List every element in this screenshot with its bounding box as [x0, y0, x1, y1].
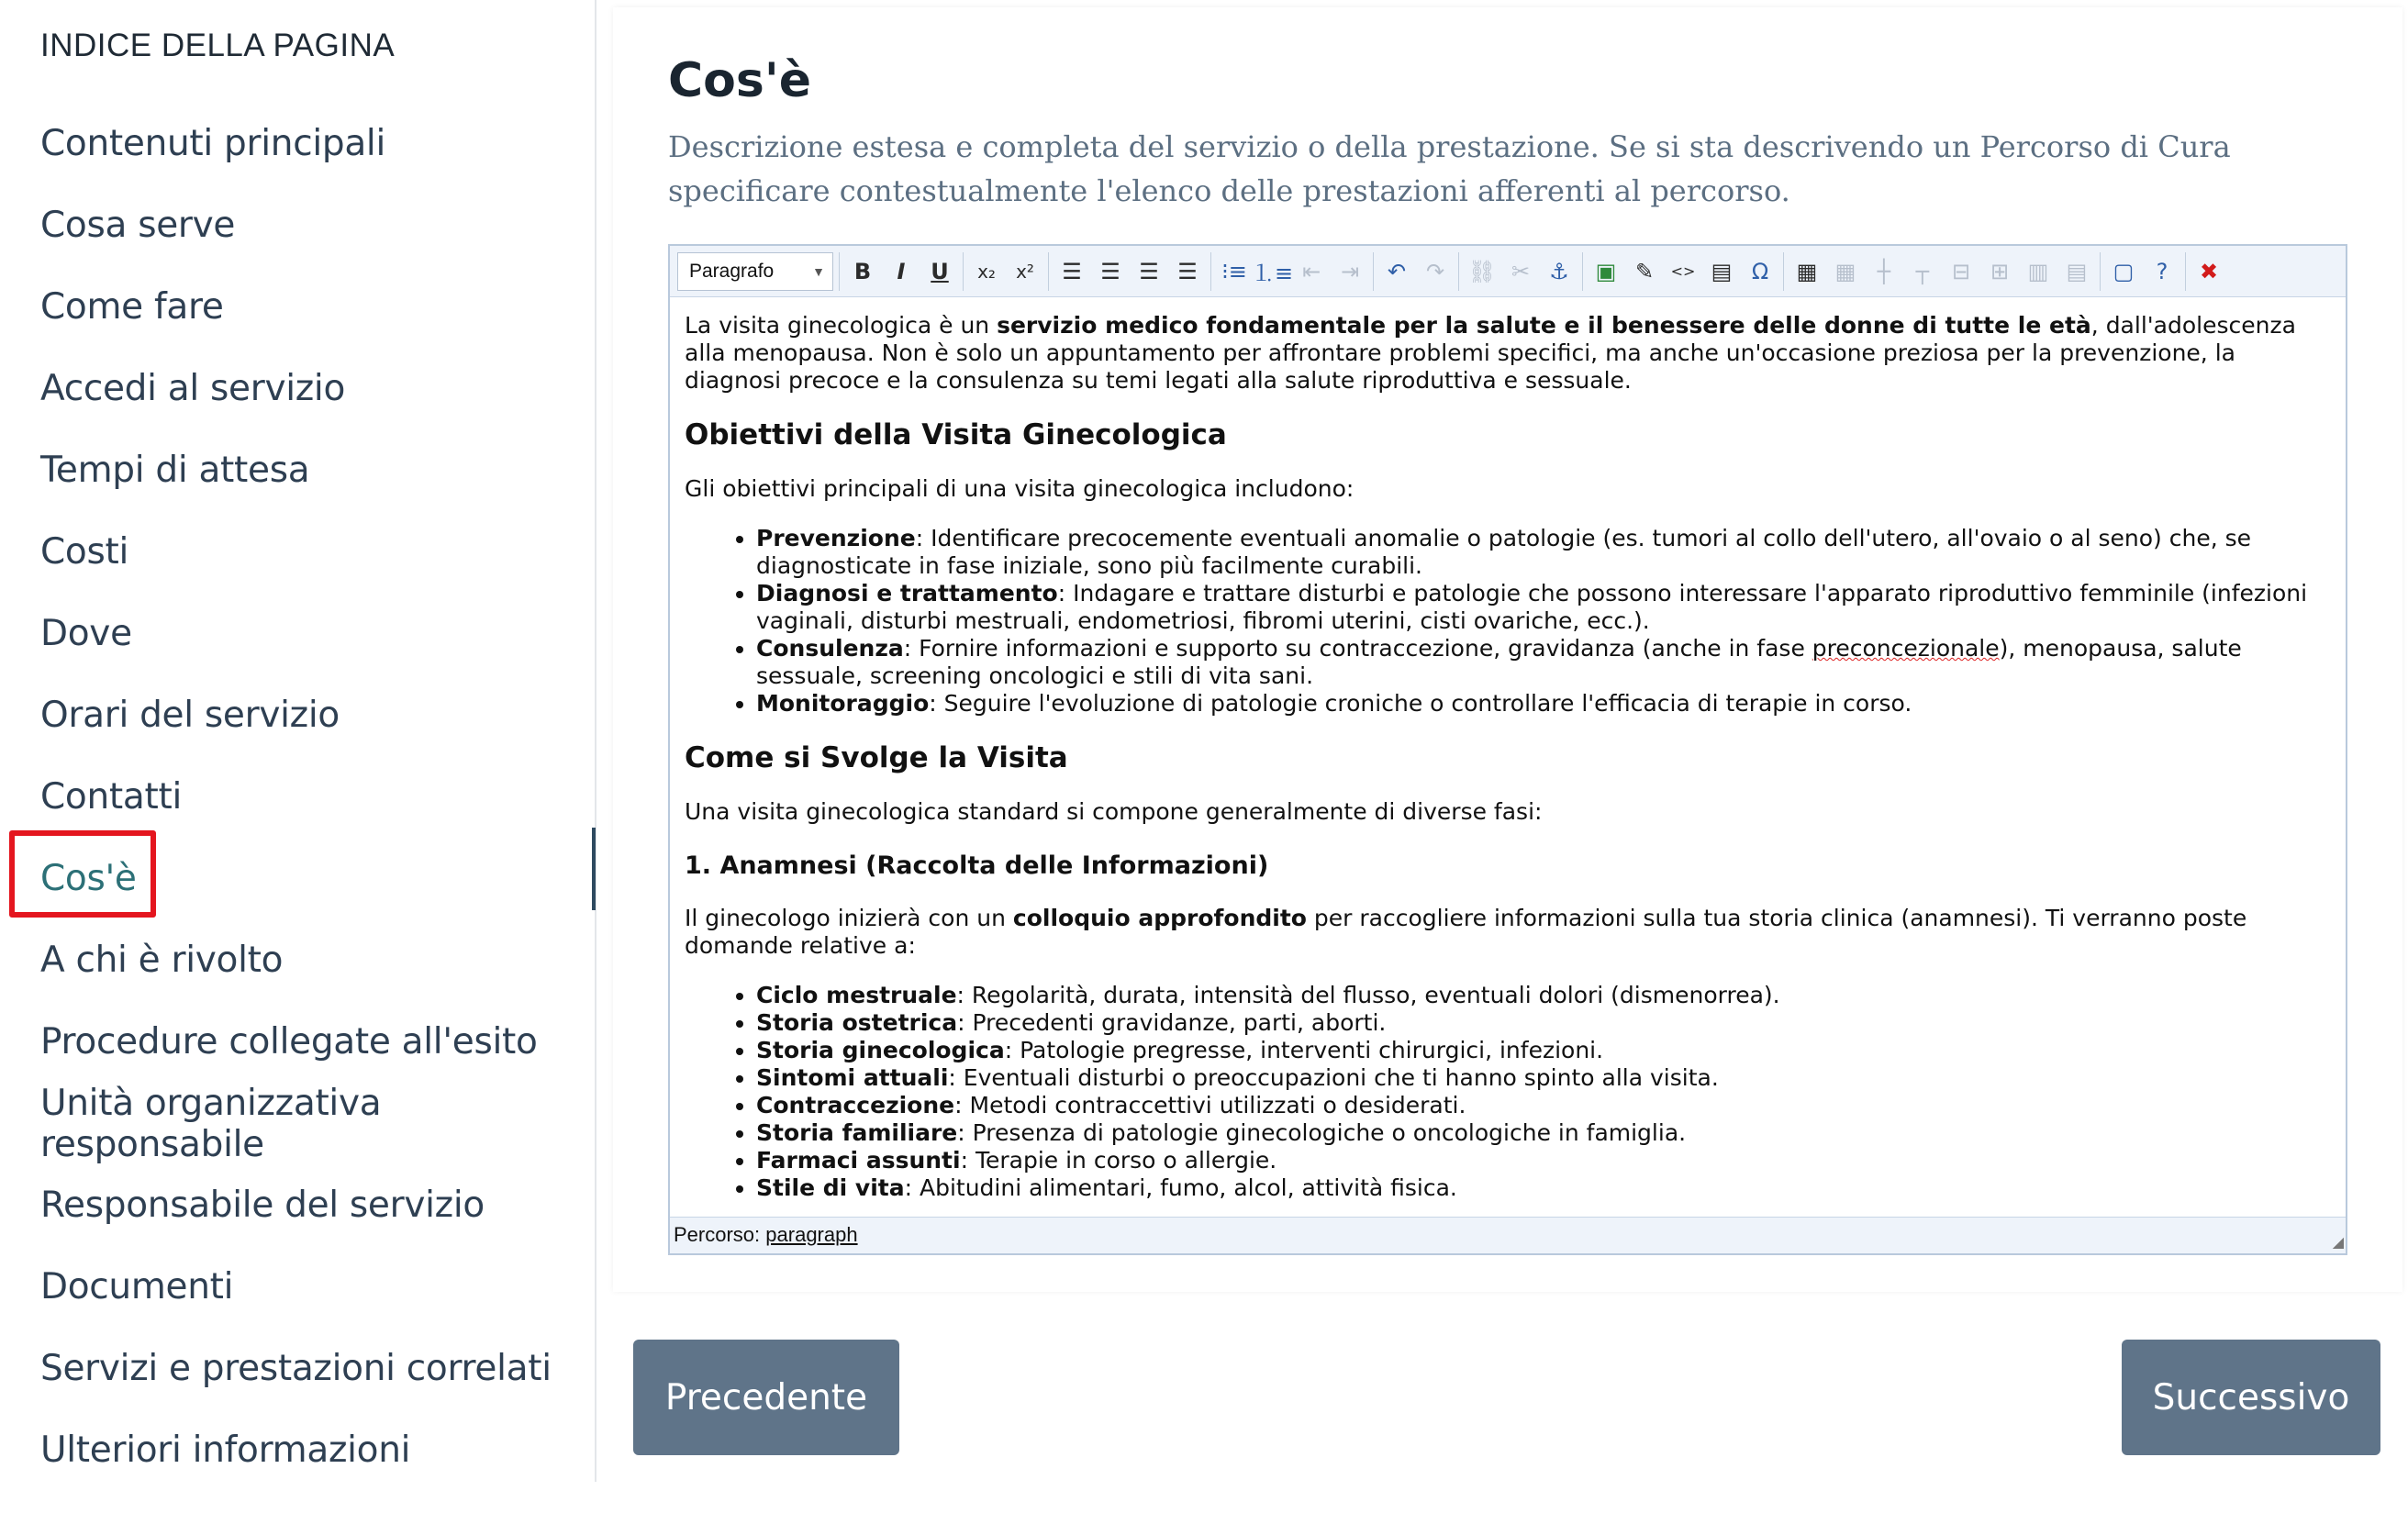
intro-text-end: , dall'adolescenza alla menopausa. Non è solo un appuntamento per affrontare problemi specifici, ma anche un'occasione preziosa per la prevenzione, la diagnosi precoce e la consulenza su temi legati alla salute riproduttiva e sessuale.	[685, 312, 2296, 394]
cell-props-icon[interactable]: ┼	[1877, 258, 1891, 284]
list-item	[756, 1009, 2336, 1037]
intro-text: La visita ginecologica è un	[685, 312, 998, 339]
heading-svolge: Come si Svolge la Visita	[685, 741, 1068, 774]
sidebar-nav	[40, 103, 595, 1491]
list-item-term: Monitoraggio	[756, 690, 930, 717]
sidebar-item-servizi-correlati[interactable]: Servizi e prestazioni correlati	[40, 1348, 552, 1389]
heading-anamnesi: 1. Anamnesi (Raccolta delle Informazioni)	[685, 851, 1269, 880]
anamnesi-text: Il ginecologo inizierà con un	[685, 905, 1013, 931]
list-item-term: Storia ostetrica	[756, 1009, 958, 1036]
list-item-text: : Fornire informazioni e supporto su contraccezione, gravidanza (anche in fase	[903, 635, 1812, 662]
table-group	[1783, 252, 2100, 291]
sidebar-item-documenti[interactable]: Documenti	[40, 1266, 234, 1307]
list-item	[756, 1147, 2336, 1174]
obiettivi-list	[685, 525, 2336, 718]
sidebar-item-costi[interactable]: Costi	[40, 531, 129, 573]
list-item	[756, 982, 2336, 1009]
resize-handle-icon[interactable]: ◢	[2332, 1235, 2344, 1251]
heading-obiettivi: Obiettivi della Visita Ginecologica	[685, 418, 1227, 451]
list-item-term: Storia ginecologica	[756, 1037, 1005, 1063]
format-select-value: Paragrafo	[689, 260, 775, 282]
format-select[interactable]	[677, 252, 833, 291]
sidebar-item-ulteriori-informazioni[interactable]: Ulteriori informazioni	[40, 1430, 411, 1471]
chevron-down-icon: ▼	[812, 263, 825, 279]
align-left-icon[interactable]: ☰	[1062, 258, 1082, 284]
anamnesi-paragraph	[685, 905, 2336, 960]
align-group	[1048, 252, 1210, 291]
insert-col-icon[interactable]: ⊞	[1990, 258, 2010, 284]
editor-content[interactable]	[685, 312, 2336, 1226]
sidebar-item-procedure-collegate[interactable]: Procedure collegate all'esito	[40, 1021, 538, 1062]
editor-statusbar	[670, 1217, 2346, 1253]
list-item	[756, 690, 2336, 718]
sidebar-title: INDICE DELLA PAGINA	[40, 28, 396, 63]
list-item-term: Contraccezione	[756, 1092, 955, 1118]
list-item-text-end: ), menopausa, salute sessuale, screening oncologici e stili di vita sani.	[756, 635, 2242, 689]
sidebar-item-cosa-serve[interactable]: Cosa serve	[40, 205, 236, 246]
sidebar-item-orari-del-servizio[interactable]: Orari del servizio	[40, 695, 340, 736]
anamnesi-text-end: per raccogliere informazioni sulla tua storia clinica (anamnesi). Ti verranno poste domande relative a:	[685, 905, 2247, 959]
sidebar-item-tempi-di-attesa[interactable]: Tempi di attesa	[40, 450, 310, 491]
media-group	[1582, 252, 1783, 291]
html-source-icon[interactable]: <>	[1670, 262, 1696, 280]
list-item-text: : Presenza di patologie ginecologiche o oncologiche in famiglia.	[957, 1119, 1687, 1146]
list-item-text: : Abitudini alimentari, fumo, alcol, attività fisica.	[904, 1174, 1457, 1201]
cleanup-icon[interactable]: ✎	[1634, 258, 1655, 284]
sidebar-item-dove[interactable]: Dove	[40, 613, 132, 654]
list-item	[756, 580, 2336, 635]
sidebar-item-a-chi-e-rivolto[interactable]: A chi è rivolto	[40, 940, 284, 981]
intro-paragraph	[685, 312, 2336, 395]
underline-icon[interactable]: U	[931, 258, 949, 284]
anamnesi-list	[685, 982, 2336, 1202]
bold-icon[interactable]: B	[853, 258, 872, 284]
close-icon[interactable]: ✖	[2199, 258, 2219, 284]
sidebar-item-unita-organizzativa[interactable]: Unità organizzativa responsabile	[40, 1082, 382, 1165]
svolge-intro: Una visita ginecologica standard si compone generalmente di diverse fasi:	[685, 798, 1543, 825]
row-props-icon[interactable]: ▦	[1834, 258, 1856, 284]
view-group	[2100, 252, 2185, 291]
path-link[interactable]: paragraph	[765, 1223, 858, 1246]
align-center-icon[interactable]: ☰	[1100, 258, 1120, 284]
section-description: Descrizione estesa e completa del servizio o della prestazione. Se si sta descrivendo un Percorso di Cura specificare contestualmente l'elenco delle prestazioni afferenti al percorso.	[668, 129, 2231, 208]
list-item-text: : Precedenti gravidanze, parti, aborti.	[957, 1009, 1387, 1036]
next-button[interactable]: Successivo	[2122, 1340, 2380, 1455]
subscript-icon[interactable]: x₂	[977, 260, 996, 283]
list-item-text: : Terapie in corso o allergie.	[960, 1147, 1277, 1174]
script-group	[963, 252, 1048, 291]
list-item	[756, 1064, 2336, 1092]
unlink-icon[interactable]: ✂	[1511, 258, 1531, 284]
list-item	[756, 525, 2336, 580]
list-item-text: : Regolarità, durata, intensità del flusso, eventuali dolori (dismenorrea).	[956, 982, 1780, 1008]
insert-group	[1458, 252, 1582, 291]
sidebar-item-accedi-al-servizio[interactable]: Accedi al servizio	[40, 368, 346, 409]
list-item	[756, 1119, 2336, 1147]
close-group	[2185, 252, 2232, 291]
previous-button[interactable]: Precedente	[633, 1340, 899, 1455]
list-item-text: : Seguire l'evoluzione di patologie croniche o controllare l'efficacia di terapie in corso.	[929, 690, 1912, 717]
list-item-text: : Identificare precocemente eventuali anomalie o patologie (es. tumori al collo dell'utero, all'ovaio o al seno) che, se diagnosticate in fase iniziale, sono più facilmente curabili.	[756, 525, 2252, 579]
list-item-term: Diagnosi e trattamento	[756, 580, 1058, 606]
main-content-card	[613, 7, 2402, 1292]
rich-text-editor[interactable]	[668, 244, 2347, 1255]
list-item-text: : Eventuali disturbi o preoccupazioni che ti hanno spinto alla visita.	[948, 1064, 1719, 1091]
anchor-icon[interactable]: ⚓	[1549, 258, 1569, 284]
list-item-term: Prevenzione	[756, 525, 916, 551]
fullscreen-icon[interactable]: ▢	[2113, 258, 2135, 284]
list-item	[756, 1092, 2336, 1119]
list-item	[756, 1037, 2336, 1064]
redo-icon[interactable]: ↷	[1425, 258, 1445, 284]
list-item-term: Farmaci assunti	[756, 1147, 961, 1174]
editor-toolbar	[670, 246, 2346, 297]
italic-icon[interactable]: I	[897, 258, 906, 284]
list-group	[1210, 252, 1373, 291]
numbered-list-icon[interactable]: ⒈≡	[1252, 261, 1294, 286]
help-icon[interactable]: ?	[2156, 258, 2168, 284]
split-cells-icon[interactable]: ▤	[2066, 258, 2088, 284]
merge-cells-icon[interactable]: ▥	[2027, 258, 2049, 284]
spellcheck-word: preconcezionale	[1812, 635, 2000, 662]
undo-icon[interactable]: ↶	[1387, 258, 1407, 284]
page-index-sidebar	[0, 0, 596, 1482]
link-icon[interactable]: ⛓	[1467, 258, 1497, 284]
sidebar-item-contenuti-principali[interactable]: Contenuti principali	[40, 123, 386, 164]
page-title: Cos'è	[668, 53, 812, 108]
bullet-list-icon[interactable]: ⁝≡	[1221, 258, 1247, 284]
sidebar-item-responsabile-servizio[interactable]: Responsabile del servizio	[40, 1185, 485, 1226]
indent-icon[interactable]: ⇥	[1340, 258, 1360, 284]
sidebar-item-cose[interactable]: Cos'è	[40, 858, 137, 899]
superscript-icon[interactable]: x²	[1016, 260, 1034, 283]
list-item-term: Ciclo mestruale	[756, 982, 957, 1008]
list-item-term: Stile di vita	[756, 1174, 905, 1201]
list-item-text: : Indagare e trattare disturbi e patologie che possono interessare l'apparato riproduttivo femminile (infezioni vaginali, disturbi mestruali, endometriosi, fibromi uterini, cisti ovariche, ecc.).	[756, 580, 2308, 634]
sidebar-item-contatti[interactable]: Contatti	[40, 776, 183, 818]
obiettivi-intro: Gli obiettivi principali di una visita ginecologica includono:	[685, 475, 1354, 502]
list-item-text: : Patologie pregresse, interventi chirurgici, infezioni.	[1004, 1037, 1604, 1063]
intro-bold-text: servizio medico fondamentale per la salute e il benessere delle donne di tutte le età	[997, 312, 2091, 339]
path-label: Percorso:	[674, 1223, 761, 1246]
active-item-indicator	[592, 828, 596, 910]
anamnesi-bold-text: colloquio approfondito	[1012, 905, 1307, 931]
list-item-term: Sintomi attuali	[756, 1064, 949, 1091]
align-justify-icon[interactable]: ☰	[1177, 258, 1198, 284]
text-style-group	[839, 252, 963, 291]
history-group	[1373, 252, 1458, 291]
list-item-term: Storia familiare	[756, 1119, 958, 1146]
sidebar-item-come-fare[interactable]: Come fare	[40, 286, 224, 328]
list-item	[756, 635, 2336, 690]
table-icon[interactable]: ▦	[1796, 258, 1818, 284]
list-item	[756, 1174, 2336, 1202]
outdent-icon[interactable]: ⇤	[1301, 258, 1321, 284]
image-icon[interactable]: ▣	[1595, 258, 1617, 284]
list-item-term: Consulenza	[756, 635, 904, 662]
paste-text-icon[interactable]: ▤	[1711, 258, 1733, 284]
insert-row-icon[interactable]: ┬	[1915, 258, 1930, 284]
delete-row-icon[interactable]: ⊟	[1951, 258, 1971, 284]
list-item-text: : Metodi contraccettivi utilizzati o desiderati.	[954, 1092, 1466, 1118]
align-right-icon[interactable]: ☰	[1139, 258, 1159, 284]
special-char-icon[interactable]: Ω	[1751, 258, 1769, 284]
